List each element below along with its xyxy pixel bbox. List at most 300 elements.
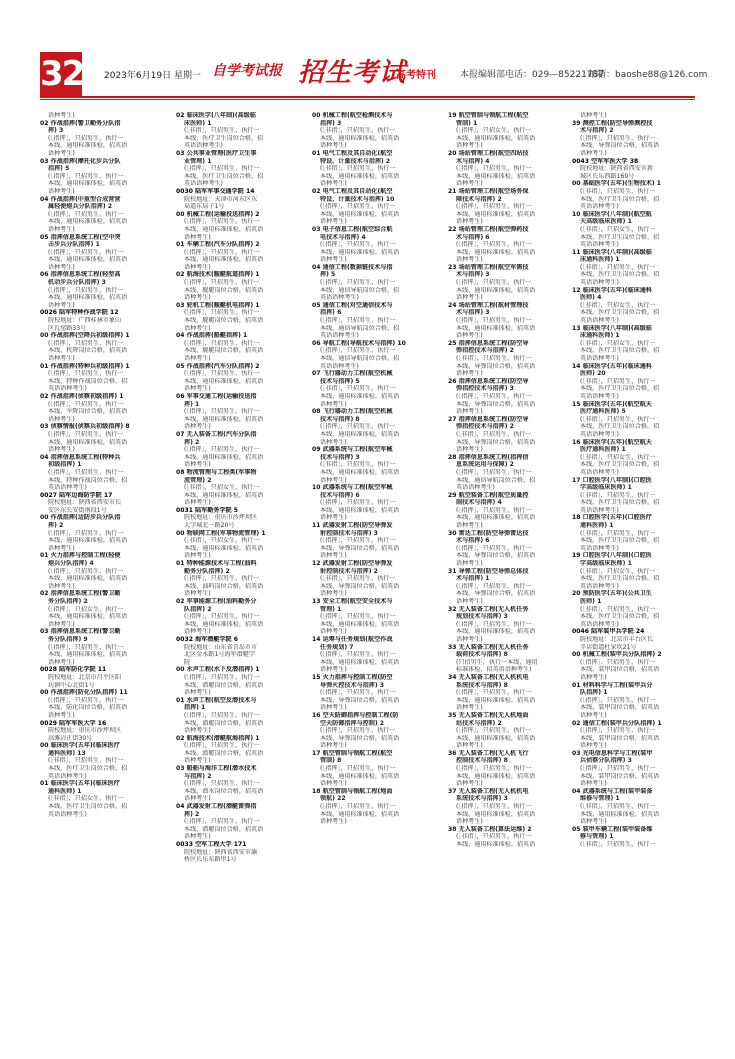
major-line: 02 军事能源工程(油料勤务分 <box>176 598 257 605</box>
page-number: 32 <box>40 54 84 94</box>
requirement-line: 语种考生) <box>320 438 347 446</box>
major-line: 领航) 22 <box>320 795 346 803</box>
requirement-line: 语种考生) <box>456 256 483 264</box>
requirement-line: 语种考生) <box>184 689 211 697</box>
school-address: 桥区长乐东路甲1号 <box>184 856 237 864</box>
major-line: 03 作战指挥(摩托化步兵分队 <box>40 157 121 165</box>
requirement-line: 本线，通用标准体检，招英语 <box>320 392 400 400</box>
major-line: 28 指挥信息系统工程(指挥信 <box>448 453 529 461</box>
major-line: 04 通信工程(数据链技术与指 <box>312 263 393 271</box>
requirement-line: 英语语种考生) <box>580 317 619 325</box>
header-rule <box>40 96 695 98</box>
requirement-line: 本线，医疗卫生岗位合格，招 <box>580 499 660 507</box>
major-line: 14 临床医学(五年)(临床通科 <box>572 362 652 370</box>
major-line: 空天防御指挥与控制) 2 <box>320 719 384 727</box>
requirement-line: 语种考生) <box>580 818 607 826</box>
requirement-line: 本线，舰艇岗位合格，招英语 <box>184 286 264 294</box>
major-line: 18 口腔医学(五年)(口腔医疗 <box>572 514 652 522</box>
requirement-line: 本线，通用标准体检，招英语 <box>48 256 128 264</box>
major-line: 射控制技术与指挥) 3 <box>320 529 378 537</box>
major-line: 特设、计量技术与指挥) 2 <box>320 157 391 165</box>
major-line: 弹指控技术与指挥) 3 <box>456 385 514 393</box>
requirement-line: 本线，通用标准体检，招英语 <box>320 772 400 780</box>
requirement-line: (［指挥］，只招男生，执行一 <box>48 210 124 218</box>
requirement-line: 本线，通用标准体检，招英语 <box>456 324 536 332</box>
major-line: 初级指挥) 1 <box>48 461 82 469</box>
major-line: 05 指挥信息系统工程(空中突 <box>40 233 121 241</box>
requirement-line: 本线，通用标准体检，招英语 <box>320 658 400 666</box>
requirement-line: 标准体检，招英语语种考生) <box>456 666 532 674</box>
major-line: 36 无人装备工程(无人机飞行 <box>448 749 529 757</box>
requirement-line: (［指挥］，只招男生，执行一 <box>48 286 124 294</box>
requirement-line: (［非指］，只招男生，执行一 <box>580 529 656 537</box>
requirement-line: 本线，医疗卫生岗位合格，招 <box>580 233 660 241</box>
school-heading: 0043 空军军医大学 38 <box>572 157 639 165</box>
requirement-line: (［非指］，只招男生，执行一 <box>580 841 656 848</box>
requirement-line: (［指挥］，只招男生，执行一 <box>48 339 124 347</box>
requirement-line: (［指挥］，只招男生，执行一 <box>320 423 396 431</box>
school-address: 院校地址：北京市昌平区阳 <box>48 673 122 681</box>
major-line: 修与管理) 1 <box>580 833 614 841</box>
requirement-line: (［非指］，只招男生，执行一 <box>580 605 656 613</box>
major-line: 39 测控工程(防空导弹测控技 <box>572 119 653 127</box>
major-line: 03 公共事业管理(医疗卫生事 <box>176 149 257 157</box>
column-entries <box>572 112 690 849</box>
requirement-line: 本线，通用标准体检，招英语 <box>48 651 128 659</box>
school-address: 城区长乐西路169号 <box>580 172 635 180</box>
major-line: 13 临床医学(八年制)(高级临 <box>572 324 652 332</box>
requirement-line: 英语语种考生) <box>456 484 495 492</box>
requirement-line: 语种考生) <box>320 704 347 712</box>
major-line: 04 作战指挥(船艇指挥) 1 <box>176 332 248 340</box>
requirement-line: (［指挥］，只招男生，执行一 <box>320 727 396 735</box>
major-line: 学高级临床医师) 1 <box>580 560 632 568</box>
requirement-line: (［指挥］，只招男生，执行一 <box>184 575 260 583</box>
major-line: 属轻便炮兵分队指挥) 2 <box>48 203 112 211</box>
major-line: 射控制技术与指挥) 2 <box>320 567 378 575</box>
major-line: 障技术与指挥) 2 <box>456 195 502 203</box>
major-line: 技术与指挥) 3 <box>320 453 360 461</box>
major-line: 09 武器系统与工程(航空军械 <box>312 446 393 454</box>
requirement-line: (［指挥］，只招男生，执行一 <box>456 241 532 249</box>
major-line: 00 机械工程(航空检测技术与 <box>312 112 393 119</box>
requirement-line: 语种考生) <box>184 233 211 241</box>
requirement-line: 本线，医疗卫生岗位合格，招 <box>184 134 264 142</box>
major-line: 04 武器发射工程(潜艇雷弹指 <box>176 803 257 811</box>
requirement-line: 语种考生) <box>48 711 75 719</box>
requirement-line: 本线，通用标准体检，招英语 <box>320 468 400 476</box>
requirement-line: 本线，医疗卫生岗位合格，招 <box>580 423 660 431</box>
school-heading: 0027 陆军边海防学院 17 <box>40 491 113 499</box>
requirement-line: 英语语种考生) <box>580 430 619 438</box>
school-heading: 0033 空军工程大学 171 <box>176 841 247 848</box>
requirement-line: (［指挥］，只招男生，执行一 <box>320 613 396 621</box>
major-line: 22 场站管理工程(航空弹药技 <box>448 225 529 233</box>
requirement-line: 英语语种考生) <box>580 544 619 552</box>
school-address: 安区东长安街南段1号 <box>48 506 107 514</box>
requirement-line: (［指挥］，只招男生，执行一 <box>48 370 124 378</box>
requirement-line: 本线，通信导航岗位合格，招 <box>456 476 536 484</box>
requirement-line: 本线，医疗卫生岗位合格，招 <box>580 347 660 355</box>
requirement-line: 语种考生) <box>184 628 211 636</box>
requirement-line: 英语语种考生) <box>580 392 619 400</box>
major-line: 任务规划) 7 <box>320 643 354 651</box>
requirement-line: (［指挥］，只招男生，执行一 <box>320 689 396 697</box>
requirement-line: (［指挥］，只招男生，执行一 <box>184 248 260 256</box>
major-line: 务分队指挥) 9 <box>48 635 88 643</box>
requirement-line: 本线，通用标准体检，招英语 <box>456 514 536 522</box>
requirement-line: 本线，导弹岗位合格，招英语 <box>456 362 536 370</box>
requirement-line: 本线，装甲岗位合格，招英语 <box>580 704 660 712</box>
requirement-line: (［指挥］，只招男生，执行一 <box>320 279 396 287</box>
requirement-line: 语种考生) <box>320 818 347 826</box>
major-line: 规划技术与指挥) 3 <box>456 613 508 621</box>
major-line: 37 无人装备工程(无人机机电 <box>448 787 529 795</box>
requirement-line: (［指挥］，只招男生，执行一 <box>580 727 656 735</box>
requirement-line: (［指挥］，只招男生，执行一 <box>456 689 532 697</box>
requirement-line: (［非指］，只招男生，执行一 <box>48 757 124 765</box>
requirement-line: (［指挥］，只招男生，执行一 <box>48 134 124 142</box>
major-line: 指挥) 3 <box>320 119 342 127</box>
requirement-line: 语种考生) <box>320 476 347 484</box>
requirement-line: (［非指］，只招男生，执行一 <box>320 127 396 135</box>
requirement-line: (［指挥］，只招男生，执行一 <box>320 347 396 355</box>
requirement-line: 语种考生) <box>48 263 75 271</box>
major-line: 19 口腔医学(八年制)(口腔医 <box>572 552 652 560</box>
requirement-line: (［指挥］，只招男生，执行一 <box>184 711 260 719</box>
school-address: 北区金水路1号海军潜艇学 <box>184 651 255 659</box>
major-line: 管理) 1 <box>320 605 342 613</box>
major-line: 07 无人装备工程(汽车分队指 <box>176 430 257 438</box>
major-line: 术与指挥) 6 <box>456 233 490 241</box>
requirement-line: 本线，导弹岗位合格，招英语 <box>320 582 400 590</box>
requirement-line: 本线，舰艇岗位合格，招英语 <box>184 347 264 355</box>
section-title: 招生考试 <box>298 58 407 88</box>
requirement-line: 语种考生) <box>184 757 211 765</box>
requirement-line: 语种考生) <box>580 711 607 719</box>
requirement-line: (［非指］，只招男生，执行一 <box>456 430 532 438</box>
requirement-line: 本线，通用标准体检，招英语 <box>184 544 264 552</box>
requirement-line: 本线，装甲岗位合格，招英语 <box>580 666 660 674</box>
school-address: 院校地址：广西桂林市象山 <box>48 317 122 325</box>
major-line: 03 侦察情报(侦察兵初级指挥) 8 <box>40 423 130 431</box>
requirement-line: 英语语种考生) <box>320 294 359 302</box>
column-3 <box>312 112 430 1052</box>
major-line: 医疗通科医师) 1 <box>580 446 626 454</box>
requirement-line: 语种考生) <box>456 598 483 605</box>
requirement-line: 本线，通用标准体检，招英语 <box>456 248 536 256</box>
requirement-line: (［指挥］，只招男生，执行一 <box>48 172 124 180</box>
major-line: 14 运筹与任务规划(航空作战 <box>312 635 393 643</box>
school-address: 高滩岩正街30号 <box>48 734 93 742</box>
major-line: 02 作战指挥(侦察初级指挥) 1 <box>40 392 124 400</box>
requirement-line: 本线，导弹岗位合格，招英语 <box>320 734 400 742</box>
requirement-line: 本线，特种作战岗位合格，招 <box>48 476 128 484</box>
requirement-line: (［指挥］，只招男生，执行一 <box>580 765 656 773</box>
requirement-line: 语种考生) <box>320 628 347 636</box>
requirement-line: (［非指］，只招女生，执行一 <box>48 795 124 803</box>
requirement-line: (［指挥］，只招男生，执行一 <box>320 765 396 773</box>
requirement-line: 语种考生) <box>184 461 211 469</box>
requirement-line: 英语语种考生) <box>580 468 619 476</box>
school-heading: 0028 陆军防化学院 11 <box>40 666 107 674</box>
major-line: 流管理) 2 <box>184 476 212 484</box>
major-line: 17 航空管制与领航工程(航空 <box>312 749 393 757</box>
requirement-line: (［指挥］，只招男生，执行一 <box>320 203 396 211</box>
requirement-line: (［非指］，只招男生，执行一 <box>320 461 396 469</box>
requirement-line: 语种考生) <box>320 180 347 188</box>
major-line: 34 无人装备工程(无人机机电 <box>448 673 529 681</box>
school-address: 院校地址：陕西省西安市新 <box>580 165 654 173</box>
requirement-line: 语种考生) <box>456 704 483 712</box>
requirement-line: 本线，通用标准体检，招英语 <box>456 772 536 780</box>
requirement-line: 语种考生) <box>184 355 211 362</box>
requirement-line: 语种考生) <box>580 149 607 157</box>
major-line: 导弹火控技术与指挥) 3 <box>320 681 384 689</box>
requirement-line: (［指挥］，只招男生，执行一 <box>184 370 260 378</box>
major-line: 兵侦察分队指挥) 3 <box>580 757 632 765</box>
requirement-line: (［指挥］，只招男生，执行一 <box>184 613 260 621</box>
school-address: 坊镇中心北街1号 <box>48 681 95 689</box>
major-line: 学高级临床医师) 1 <box>580 484 632 492</box>
major-line: 控制技术与指挥) 8 <box>456 757 508 765</box>
requirement-line: (［非指］，只招女生，执行一 <box>580 225 656 233</box>
requirement-line: 本线，通用标准体检，招英语 <box>456 810 536 818</box>
requirement-line: 本线，通用标准体检，招英语 <box>456 286 536 294</box>
major-line: 27 指挥信息系统工程(防空导 <box>448 415 529 423</box>
requirement-line: 本线，导弹岗位合格，招英语 <box>456 590 536 598</box>
major-line: 20 场站管理工程(航空四站技 <box>448 149 529 157</box>
major-line: 01 材料科学与工程(装甲兵分 <box>572 681 653 689</box>
requirement-line: 英语语种考生) <box>48 385 87 393</box>
major-line: 02 电气工程及其自动化(航空 <box>312 187 393 195</box>
requirement-line: 本线，通用标准体检，招英语 <box>48 218 128 226</box>
requirement-line: 英语语种考生) <box>580 203 619 211</box>
requirement-line: 本线，导弹岗位合格，招英语 <box>580 142 660 150</box>
major-line: 技术与指挥) 5 <box>320 377 360 385</box>
requirement-line: (［指挥］，只招男生，执行一 <box>184 279 260 287</box>
major-line: 35 无人装备工程(无人机地面 <box>448 711 529 719</box>
requirement-line: (［指挥］，只招男生，执行一 <box>320 537 396 545</box>
major-line: 床医师) 1 <box>184 119 212 127</box>
major-line: 24 场站管理工程(航材管理技 <box>448 301 529 309</box>
major-line: 23 场站管理工程(航空军需技 <box>448 263 529 271</box>
requirement-line: (［指挥］，只招女生，执行一 <box>456 127 532 135</box>
requirement-line: 语种考生) <box>456 446 483 454</box>
major-line: 31 导弹工程(防空导弹总体技 <box>448 567 529 575</box>
requirement-line: (［非指］，只招女生，执行一 <box>580 453 656 461</box>
major-line: 26 指挥信息系统工程(防空导 <box>448 377 529 385</box>
major-line: 挥) 5 <box>320 271 336 279</box>
major-line: 通科医师) 13 <box>48 749 86 757</box>
major-line: 术与指挥) 6 <box>456 537 490 545</box>
requirement-line: 语种考生) <box>456 818 483 826</box>
requirement-line: 语种考生) <box>184 263 211 271</box>
requirement-line: 本线，医疗卫生岗位合格，招 <box>48 765 128 773</box>
requirement-line: (［非指］，只招男生，执行一 <box>580 491 656 499</box>
requirement-line: 本线，通用标准体检，招英语 <box>580 810 660 818</box>
requirement-line: (［指挥］，只招男生，执行一 <box>48 529 124 537</box>
requirement-line: 本线，通用标准体检，招英语 <box>184 620 264 628</box>
major-line: 00 基础医学(五年)(生物技术) 1 <box>572 180 662 188</box>
major-line: 17 口腔医学(八年制)(口腔医 <box>572 476 652 484</box>
requirement-line: 英语语种考生) <box>48 810 87 818</box>
major-line: 载荷技术与指挥) 8 <box>456 651 508 659</box>
requirement-line: 本线，装甲岗位合格，招英语 <box>580 772 660 780</box>
requirement-line: 语种考生) <box>48 620 75 628</box>
column-1 <box>40 112 158 1052</box>
requirement-line: (［指挥］，只招男生，执行一 <box>456 317 532 325</box>
requirement-line: 语种考生) <box>48 112 75 119</box>
major-line: 指挥) 1 <box>184 704 206 712</box>
school-address: 院校地址：北京市丰台区长 <box>580 635 654 643</box>
school-heading: 0029 陆军军医大学 16 <box>40 719 107 727</box>
requirement-line: 语种考生) <box>456 332 483 340</box>
major-line: 00 临床医学(五年)(临床医疗 <box>40 742 120 750</box>
requirement-line: 本线，通用标准体检，招英语 <box>184 377 264 385</box>
major-line: 03 船舶与海洋工程(潜水技术 <box>176 765 257 773</box>
major-line: 21 场站管理工程(航空场务保 <box>448 187 529 195</box>
major-line: 管制) 8 <box>320 757 342 765</box>
requirement-line: 本线，潜艇岗位合格，招英语 <box>184 681 264 689</box>
requirement-line: 语种考生) <box>580 673 607 681</box>
school-heading: 0030 陆军军事交通学院 14 <box>176 187 255 195</box>
major-line: 医疗通科医师) 5 <box>580 408 626 416</box>
requirement-line: (［非指］，只招女生，执行一 <box>580 567 656 575</box>
major-line: 00 机械工程(装甲兵分队指挥) 2 <box>572 651 662 659</box>
school-address: 院校地址：山东省青岛市市 <box>184 643 258 651</box>
school-address: 院校地址：陕西省西安市灞 <box>184 848 258 856</box>
column-5 <box>572 112 690 1052</box>
requirement-line: 英语语种考生) <box>184 180 223 188</box>
major-line: 通科医师) 1 <box>580 522 614 530</box>
major-line: 术与指挥) 1 <box>456 575 490 583</box>
school-address: 局道东局子1号 <box>184 203 225 211</box>
major-line: 技术与指挥) 8 <box>320 415 360 423</box>
requirement-line: 本线，通用标准体检，招英语 <box>320 172 400 180</box>
school-address: 院校地址：重庆市沙坪坝区 <box>184 514 258 522</box>
column-entries <box>176 112 294 864</box>
major-line: 术与指挥) 2 <box>580 127 614 135</box>
major-line: 术与指挥) 3 <box>456 309 490 317</box>
major-line: 00 作战指挥(防化分队指挥) 11 <box>40 689 128 697</box>
requirement-line: 语种考生) <box>456 180 483 188</box>
major-line: 天高级临床医师) 1 <box>580 218 632 226</box>
requirement-line: (［指挥］，只招男生，执行一 <box>48 643 124 651</box>
requirement-line: (［指挥］，只招男生，执行一 <box>580 658 656 666</box>
requirement-line: (［指挥］，只招男生，执行一 <box>456 468 532 476</box>
requirement-line: 语种考生) <box>48 149 75 157</box>
major-line: 00 物联网工程(军事物流管理) 1 <box>176 529 266 537</box>
requirement-line: (［指挥］，只招男生，执行一 <box>456 506 532 514</box>
major-line: 挥) 2 <box>184 438 200 446</box>
major-line: 炮兵分队指挥) 4 <box>48 560 94 568</box>
requirement-line: (［指挥］，只招男生，执行一 <box>456 203 532 211</box>
requirement-line: 本线，通用标准体检，招英语 <box>48 294 128 302</box>
major-line: 弹指控技术与指挥) 2 <box>456 423 514 431</box>
requirement-line: 本线，潜艇岗位合格，招英语 <box>184 749 264 757</box>
requirement-line: 语种考生) <box>320 142 347 150</box>
requirement-line: 本线，通用标准体检，招英语 <box>456 172 536 180</box>
major-line: 技术与指挥) 6 <box>320 491 360 499</box>
requirement-line: 本线，导弹岗位合格，招英语 <box>456 552 536 560</box>
requirement-line: 语种考生) <box>48 544 75 552</box>
requirement-line: 本线，通用标准体检，招英语 <box>48 142 128 150</box>
requirement-line: 本线，医疗卫生岗位合格，招 <box>580 309 660 317</box>
requirement-line: 本线，通用标准体检，招英语 <box>320 248 400 256</box>
requirement-line: 本线，通用标准体检，招英语 <box>184 491 264 499</box>
requirement-line: (［指挥］，只招男生，执行一 <box>456 165 532 173</box>
requirement-line: 语种考生) <box>184 294 211 302</box>
major-line: 队指挥) 1 <box>580 689 608 697</box>
requirement-line: 本线，通用标准体检，招英语 <box>320 506 400 514</box>
major-line: 指挥) 5 <box>48 165 70 173</box>
school-heading: 0031 陆军勤务学院 5 <box>176 506 239 514</box>
school-address: 院校地址：重庆市沙坪坝区 <box>48 727 122 735</box>
requirement-line: (［指挥］，只招男生，执行一 <box>580 696 656 704</box>
requirement-line: (［指挥］，只招男生，执行一 <box>320 317 396 325</box>
major-line: 08 飞行器动力工程(航空机械 <box>312 408 393 416</box>
requirement-line: 本线，导弹岗位合格，招英语 <box>456 400 536 408</box>
major-line: 05 通信工程(对空通信技术与 <box>312 301 393 309</box>
requirement-line: 英语语种考生) <box>320 332 359 340</box>
school-heading: 0032 海军潜艇学院 6 <box>176 635 239 643</box>
major-line: 13 安全工程(航空安全技术与 <box>312 598 393 605</box>
major-line: 01 临床医学(五年)(临床医疗 <box>40 780 120 788</box>
requirement-line: (［非指］，只招女生，执行一 <box>580 301 656 309</box>
requirement-line: (［指挥］，只招男生，执行一 <box>184 818 260 826</box>
major-line: 12 临床医学(五年)(临床通科 <box>572 286 652 294</box>
major-line: 03 轮机工程(舰艇机电指挥) 1 <box>176 301 260 309</box>
major-line: 医师) 1 <box>580 598 602 605</box>
requirement-line: (［指挥］，只招男生，执行一 <box>184 218 260 226</box>
requirement-line: (［指挥］，只招男生，执行一 <box>184 446 260 454</box>
requirement-line: (［指挥］，只招男生，执行一 <box>48 400 124 408</box>
major-line: 06 导航工程(导航技术与指挥) 10 <box>312 339 406 347</box>
requirement-line: 本线，医疗卫生岗位合格，招 <box>580 385 660 393</box>
requirement-line: 语种考生) <box>184 423 211 431</box>
major-line: 术与指挥) 3 <box>456 271 490 279</box>
school-address: 院 <box>184 658 191 666</box>
requirement-line: (［指挥］，只招男生，执行一 <box>320 651 396 659</box>
major-line: 11 武器发射工程(防空导弹发 <box>312 522 393 530</box>
major-line: 15 火力指挥与控制工程(防空 <box>312 673 393 681</box>
requirement-line: 语种考生) <box>456 635 483 643</box>
major-line: 10 临床医学(八年制)(航空航 <box>572 210 652 218</box>
major-line: 33 无人装备工程(无人机任务 <box>448 643 529 651</box>
requirement-line: 本线，医疗卫生岗位合格，招 <box>580 461 660 469</box>
major-line: 挥) 1 <box>184 400 200 408</box>
requirement-line: (［非指］，只招男生，执行一 <box>580 187 656 195</box>
major-line: 02 航海技术(舰艇航道指挥) 1 <box>176 271 260 279</box>
major-line: 02 指挥信息系统工程(警卫勤 <box>40 590 121 598</box>
requirement-line: (［非指］，只招男生，执行一 <box>580 803 656 811</box>
requirement-line: 本线，通用标准体检，招英语 <box>456 734 536 742</box>
requirement-line: 语种考生) <box>184 385 211 393</box>
requirement-line: (［指挥］，只招男生，执行一 <box>48 430 124 438</box>
requirement-line: 语种考生) <box>320 742 347 750</box>
requirement-line: 语种考生) <box>184 552 211 560</box>
requirement-line: 本线，伞降岗位合格，招英语 <box>48 408 128 416</box>
requirement-line: 本线，通用标准体检，招英语 <box>48 613 128 621</box>
requirement-line: 语种考生) <box>184 499 211 507</box>
requirement-line: (［指挥］，只招男生，执行一 <box>184 408 260 416</box>
requirement-line: (［指挥］，只招男生，执行一 <box>184 742 260 750</box>
major-line: 勤务分队指挥) 2 <box>184 567 230 575</box>
column-2 <box>176 112 294 1052</box>
requirement-line: 本线，导弹岗位合格，招英语 <box>320 696 400 704</box>
requirement-line: (［非指］，只招男生，执行一 <box>580 377 656 385</box>
